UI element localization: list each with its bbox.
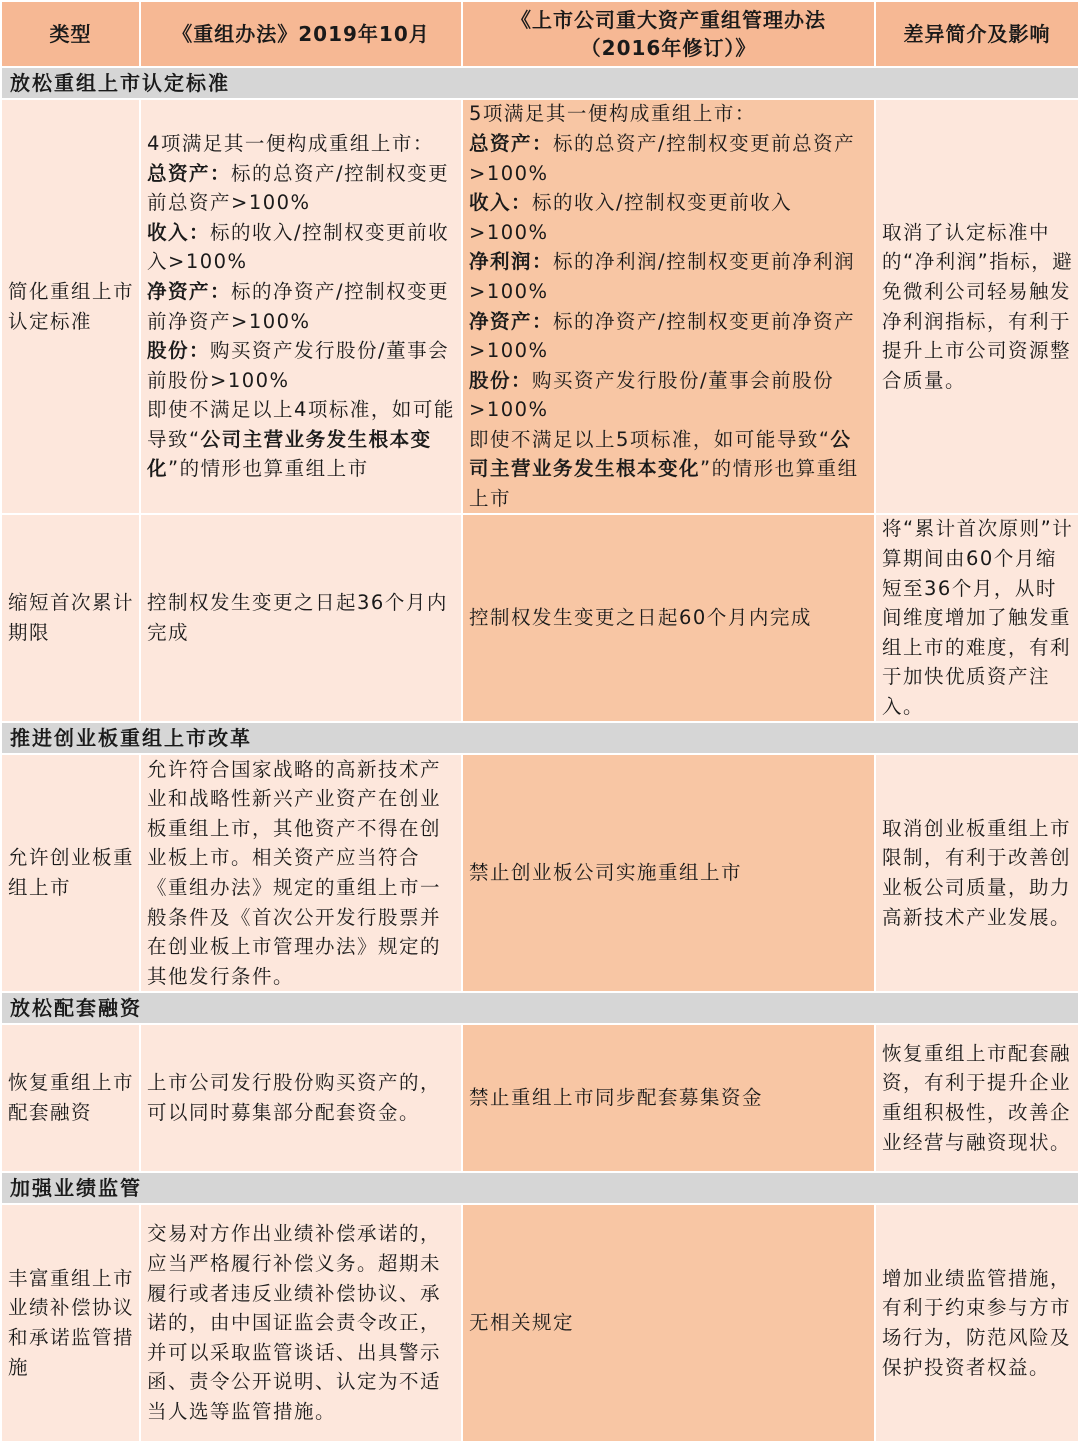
table-row [2, 515, 1078, 721]
section-title: 推进创业板重组上市改革 [2, 723, 1078, 753]
section-title: 放松配套融资 [2, 993, 1078, 1023]
header-old-rules-line1: 《上市公司重大资产重组管理办法 [511, 8, 826, 32]
cell-new-rules: 4项满足其一便构成重组上市： 总资产：标的总资产/控制权变更前总资产>100% 收入：标的收入/控制权变更前收入>100% 净资产：标的净资产/控制权变更前净资产>100% 股份：购买资产发行股份/董事会前股份>100% 即使不满足以上4项标准，如可能导致“公司主营业务发生根本变化”的情形也算重组上市 [141, 100, 461, 513]
cell-old-rules: 5项满足其一便构成重组上市： 总资产：标的总资产/控制权变更前总资产>100% 收入：标的收入/控制权变更前收入>100% 净利润：标的净利润/控制权变更前净利润>100% 净资产：标的净资产/控制权变更前净资产>100% 股份：购买资产发行股份/董事会前股份>100% 即使不满足以上5项标准，如可能导致“公司主营业务发生根本变化”的情形也算重组上市 [463, 100, 874, 513]
section-title: 放松重组上市认定标准 [2, 68, 1078, 98]
cell-type: 恢复重组上市配套融资 [2, 1025, 139, 1171]
cell-old-rules: 禁止创业板公司实施重组上市 [463, 755, 874, 991]
cell-difference: 恢复重组上市配套融资，有利于提升企业重组积极性，改善企业经营与融资现状。 [876, 1025, 1078, 1171]
cell-type: 丰富重组上市业绩补偿协议和承诺监管措施 [2, 1205, 139, 1441]
table-header [2, 2, 1078, 66]
cell-new-rules: 允许符合国家战略的高新技术产业和战略性新兴产业资产在创业板重组上市，其他资产不得在创业板上市。相关资产应当符合《重组办法》规定的重组上市一般条件及《首次公开发行股票并在创业板上市管理办法》规定的其他发行条件。 [141, 755, 461, 991]
cell-type: 缩短首次累计期限 [2, 515, 139, 721]
cell-difference: 取消创业板重组上市限制，有利于改善创业板公司质量，助力高新技术产业发展。 [876, 755, 1078, 991]
cell-new-rules: 控制权发生变更之日起36个月内完成 [141, 515, 461, 721]
comparison-table [2, 2, 1078, 1443]
cell-type: 允许创业板重组上市 [2, 755, 139, 991]
cell-old-rules: 控制权发生变更之日起60个月内完成 [463, 515, 874, 721]
cell-new-rules: 交易对方作出业绩补偿承诺的，应当严格履行补偿义务。超期未履行或者违反业绩补偿协议、承诺的，由中国证监会责令改正，并可以采取监管谈话、出具警示函、责令公开说明、认定为不适当人选等监管措施。 [141, 1205, 461, 1441]
header-old-rules [463, 2, 874, 66]
cell-old-rules: 禁止重组上市同步配套募集资金 [463, 1025, 874, 1171]
table-row [2, 755, 1078, 991]
header-new-rules: 《重组办法》2019年10月 [141, 2, 461, 66]
header-difference: 差异简介及影响 [876, 2, 1078, 66]
cell-difference: 增加业绩监管措施，有利于约束参与方市场行为，防范风险及保护投资者权益。 [876, 1205, 1078, 1441]
section-title: 加强业绩监管 [2, 1173, 1078, 1203]
table-row [2, 100, 1078, 513]
cell-difference: 取消了认定标准中的“净利润”指标，避免微利公司轻易触发净利润指标，有利于提升上市公司资源整合质量。 [876, 100, 1078, 513]
cell-difference: 将“累计首次原则”计算期间由60个月缩短至36个月，从时间维度增加了触发重组上市的难度，有利于加快优质资产注入。 [876, 515, 1078, 721]
cell-type: 简化重组上市认定标准 [2, 100, 139, 513]
table-row [2, 1025, 1078, 1171]
header-type: 类型 [2, 2, 139, 66]
table-row [2, 1205, 1078, 1441]
cell-new-rules: 上市公司发行股份购买资产的，可以同时募集部分配套资金。 [141, 1025, 461, 1171]
cell-old-rules: 无相关规定 [463, 1205, 874, 1441]
header-old-rules-line2: （2016年修订）》 [580, 36, 757, 60]
